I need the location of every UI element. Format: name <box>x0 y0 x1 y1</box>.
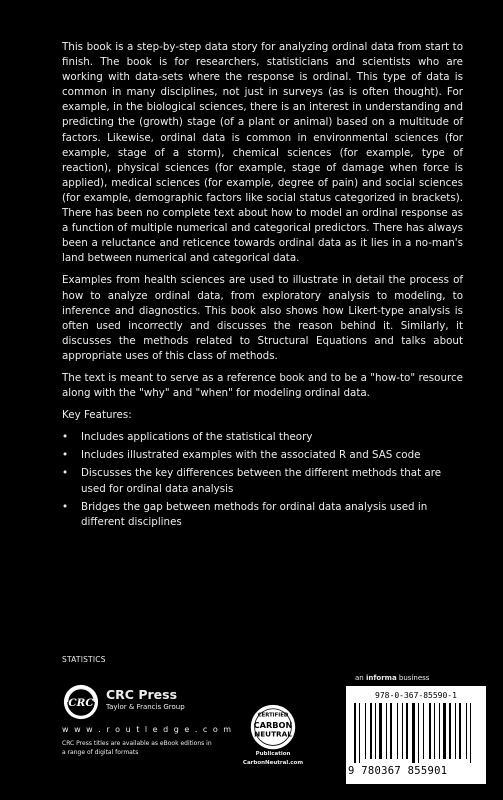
crc-logo-icon <box>62 683 100 721</box>
carbon-site: CarbonNeutral.com <box>242 760 304 766</box>
feature-item: • Discusses the key differences between the different methods that are used for ordinal data analysis <box>62 466 463 496</box>
informa-prefix: an <box>355 674 364 682</box>
barcode-digits: 9 780367 855901 <box>348 765 448 777</box>
feature-item: • Includes applications of the statistical theory <box>62 430 463 445</box>
feature-item: • Bridges the gap between methods for ordinal data analysis used in different disciplines <box>62 500 463 530</box>
ebook-note: CRC Press titles are available as eBook editions in a range of digital formats <box>62 740 212 756</box>
informa-business-label <box>355 674 429 682</box>
informa-brand: informa <box>365 674 397 682</box>
key-features-title: Key Features: <box>62 409 132 422</box>
key-features-list <box>62 430 463 530</box>
blurb-paragraph: Examples from health sciences are used to illustrate in detail the process of how to analyze ordinal data, from exploratory analysis to modeling, to inference and diagnostics. This book also shows how Likert-type analysis is often used incorrectly and discusses the reason behind it. Similarly, it discusses the methods related to Structural Equations and talks about appropriate uses of this class of methods. <box>62 274 463 362</box>
back-cover-blurb <box>62 40 463 533</box>
subject-category: STATISTICS <box>62 655 106 664</box>
isbn-number: 978-0-367-85590-1 <box>375 691 457 700</box>
seal-carbon: CARBON <box>253 720 293 731</box>
blurb-paragraph: This book is a step-by-step data story for analyzing ordinal data from start to finish. The book is for researchers, statisticians and scientists who are working with data-sets where the response is ordinal. This type of data is common in many disciplines, not just in surveys (as is often thought). For example, in the biological sciences, there is an interest in understanding and predicting the (growth) stage (of a plant or animal) based on a multitude of factors. Likewise, ordinal data is common in environmental sciences (for example, stage of a storm), chemical sciences (for example, type of reaction), physical sciences (for example, stage of damage when force is applied), medical sciences (for example, degree of pain) and social sciences (for example, demographic factors like social status categorized in brackets). There has been no complete text about how to model an ordinal response as a function of multiple numerical and categorical predictors. There has always been a reluctance and reticence towards ordinal data as it lies in a no-man's land between numerical and categorical data. <box>62 41 463 265</box>
seal-neutral: NEUTRAL <box>254 729 292 739</box>
publisher-url: w w w . r o u t l e d g e . c o m <box>62 725 233 734</box>
feature-item: • Includes illustrated examples with the associated R and SAS code <box>62 448 463 463</box>
isbn-barcode <box>346 686 486 784</box>
carbon-neutral-caption <box>238 750 308 768</box>
publisher-group: Taylor & Francis Group <box>106 703 185 711</box>
blurb-paragraph: The text is meant to serve as a reference book and to be a "how-to" resource along with the "why" and "when" for modeling ordinal data. <box>62 371 463 400</box>
crc-logo-text: CRC <box>68 696 94 709</box>
carbon-publication: Publication <box>255 751 291 757</box>
seal-certified: CERTIFIED <box>257 712 289 719</box>
barcode-bars-icon <box>354 703 478 763</box>
publisher-name: CRC Press <box>106 687 178 702</box>
informa-suffix: business <box>398 674 430 682</box>
